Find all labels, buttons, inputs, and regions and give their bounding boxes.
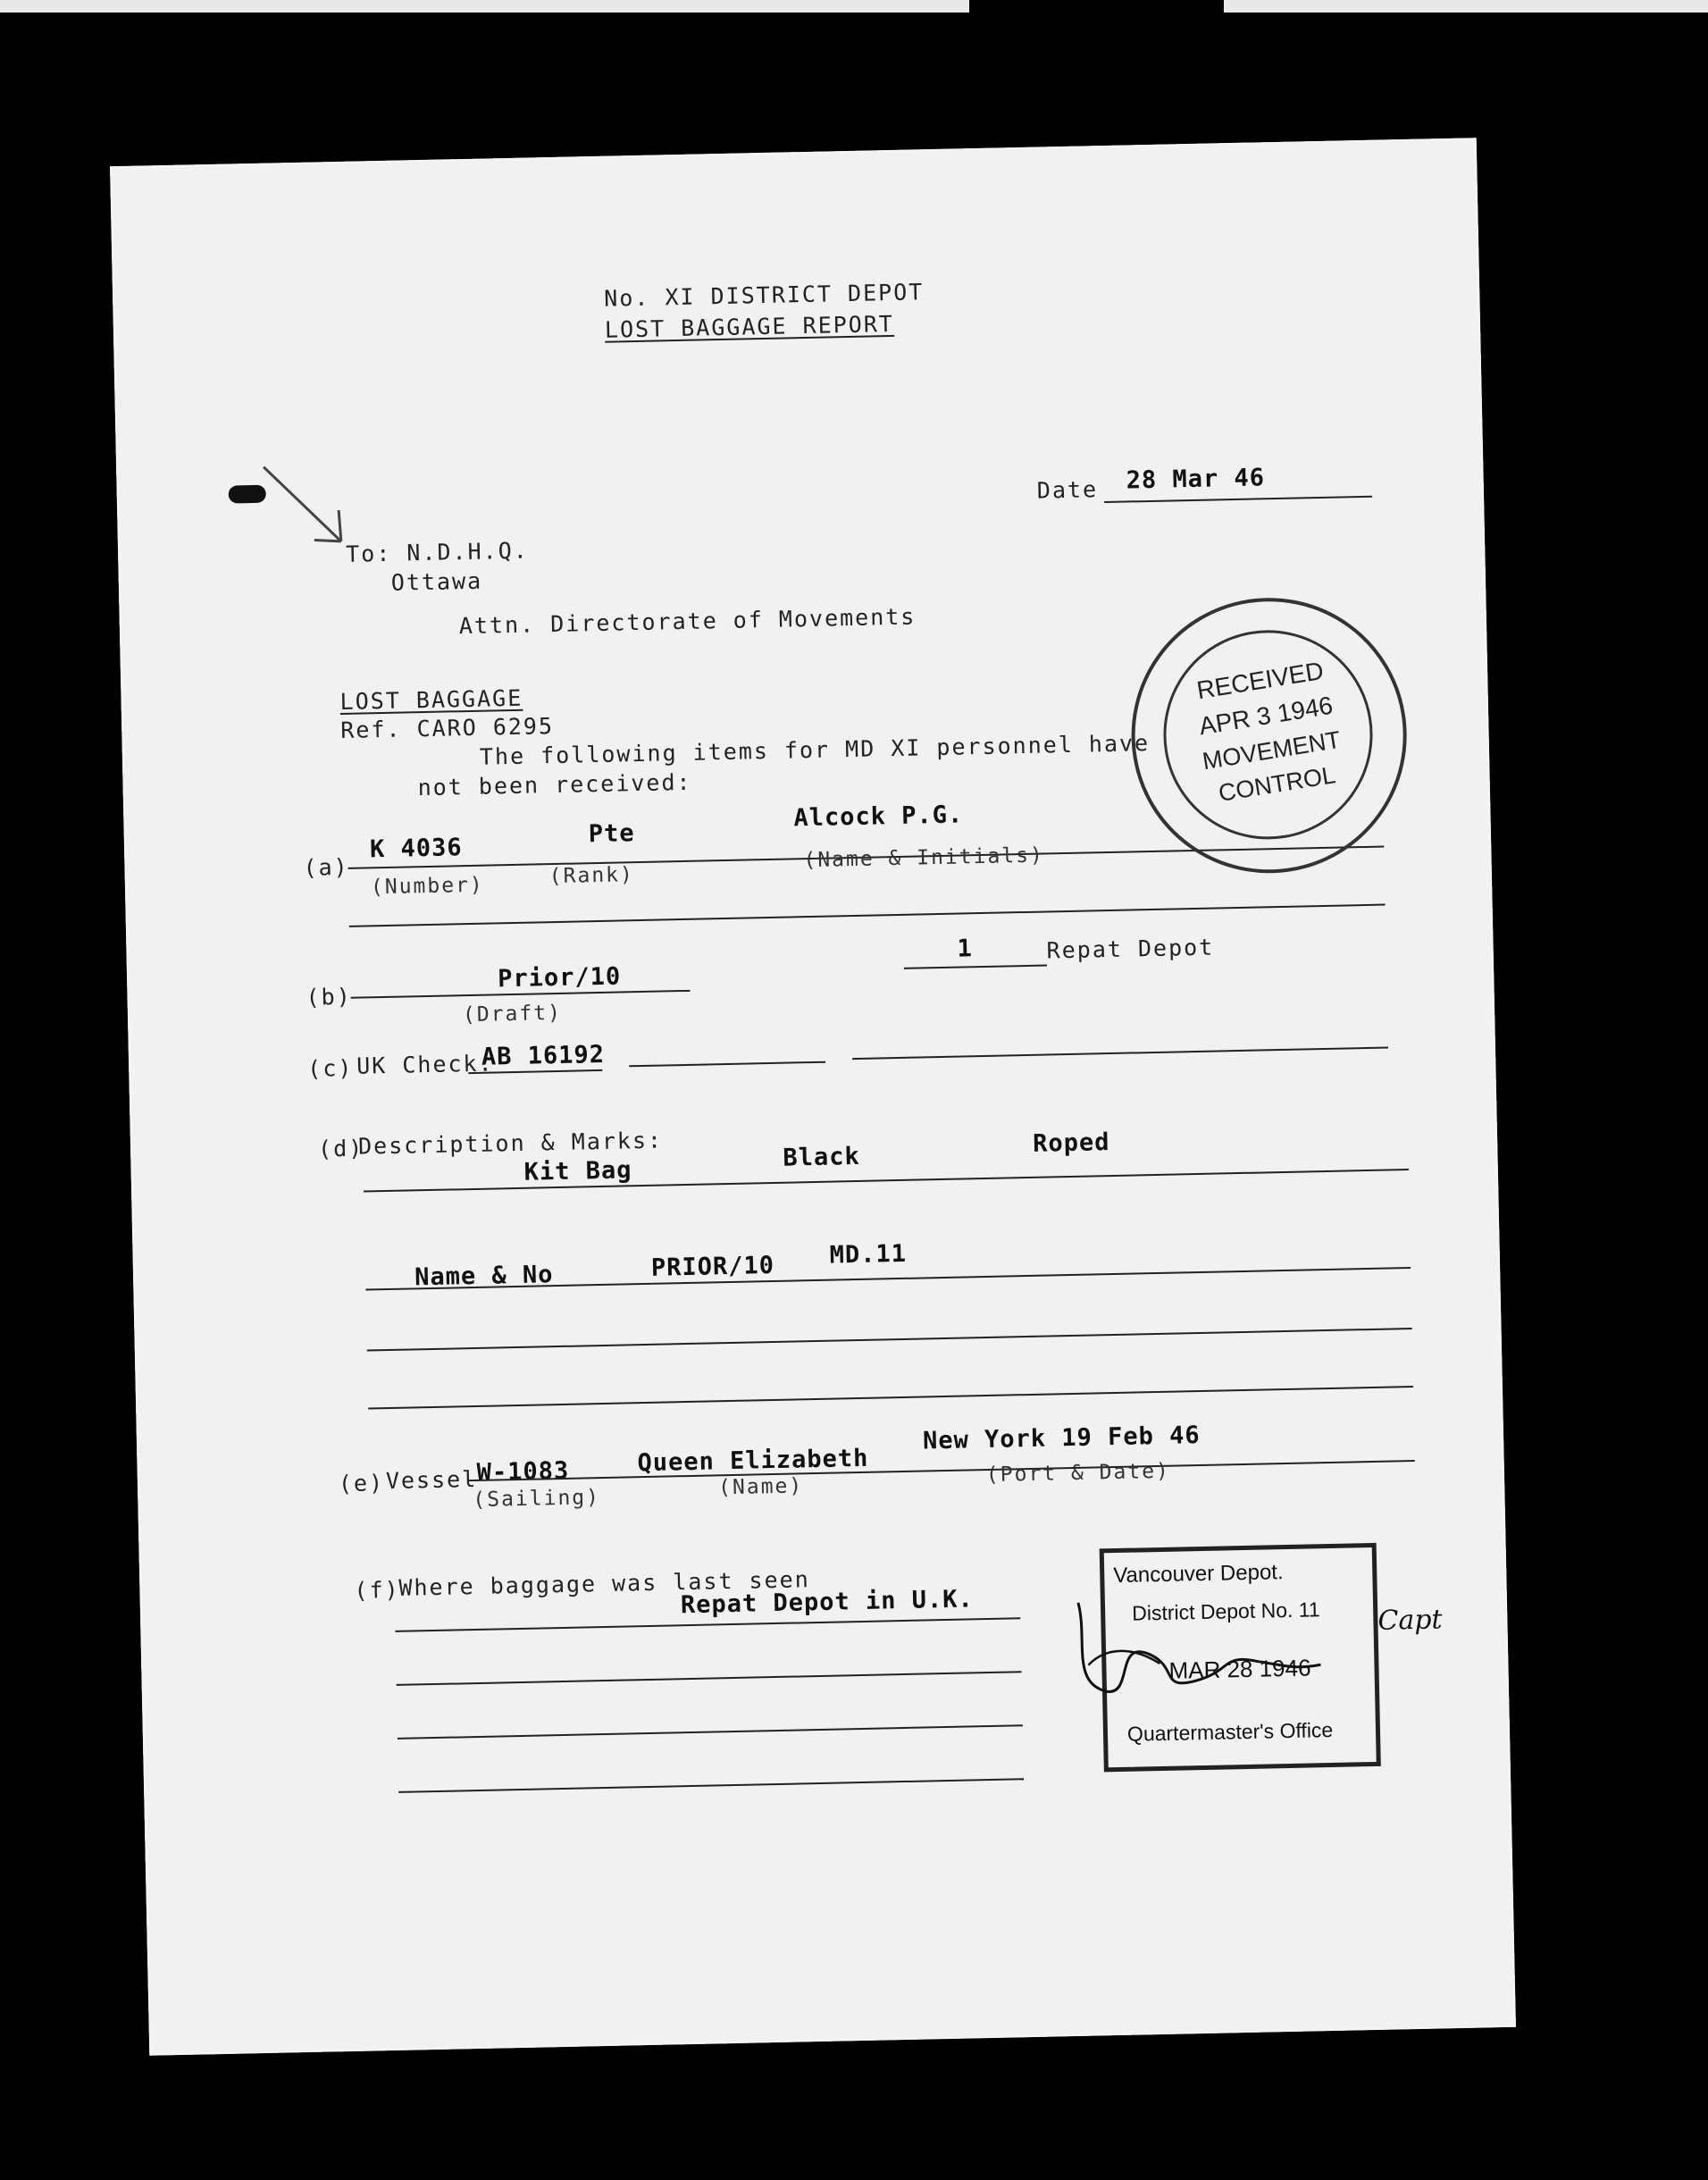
item-c-value: AB 16192	[481, 1040, 606, 1071]
item-e-line	[468, 1460, 1415, 1481]
item-d-desc3: Roped	[1032, 1128, 1110, 1158]
report-header-line2: LOST BAGGAGE REPORT	[604, 310, 895, 343]
received-stamp-line3: MOVEMENT	[1200, 725, 1343, 776]
item-d-marks1: PRIOR/10	[650, 1251, 775, 1282]
to-line2: Ottawa	[390, 567, 483, 596]
to-line1: To: N.D.H.Q.	[345, 537, 530, 567]
depot-stamp-line1: Vancouver Depot.	[1113, 1560, 1284, 1589]
item-e-sailing: W-1083	[476, 1456, 570, 1487]
scan-edge-right	[1224, 0, 1708, 13]
item-b-depot-line	[904, 964, 1047, 968]
item-d-line3	[367, 1328, 1412, 1352]
item-c-line2	[629, 1061, 825, 1068]
item-f-line1	[395, 1617, 1020, 1632]
item-e-port-date: New York 19 Feb 46	[922, 1421, 1201, 1455]
item-c-marker: (c)	[306, 1054, 354, 1082]
item-f-line4	[398, 1778, 1024, 1793]
item-d-line4	[368, 1386, 1413, 1410]
subject-line2: Ref. CARO 6295	[339, 712, 555, 743]
attn-line: Attn. Directorate of Movements	[458, 603, 917, 640]
item-d-marker: (d)	[317, 1135, 364, 1162]
item-a-line2	[349, 904, 1386, 927]
item-f-marker: (f)	[354, 1576, 400, 1604]
intro-line1: The following items for MD XI personnel have	[479, 730, 1151, 770]
subject-line1: LOST BAGGAGE	[339, 684, 523, 715]
item-d-desc2: Black	[783, 1142, 861, 1172]
item-b-marker: (b)	[306, 983, 352, 1010]
item-d-label: Description & Marks:	[357, 1127, 664, 1160]
item-e-sailing-hint: (Sailing)	[473, 1486, 601, 1513]
item-c-line3	[852, 1047, 1388, 1061]
report-header-line1: No. XI DISTRICT DEPOT	[603, 279, 925, 312]
depot-stamp-line3: MAR 28 1946	[1168, 1654, 1311, 1684]
document-page	[110, 138, 1516, 2056]
item-f-value: Repat Depot in U.K.	[680, 1585, 975, 1620]
received-stamp-line1: RECEIVED	[1194, 656, 1326, 705]
item-a-number-hint: (Number)	[370, 873, 485, 900]
item-f-line2	[397, 1671, 1022, 1686]
item-a-name-hint: (Name & Initials)	[803, 843, 1045, 873]
depot-stamp-line2: District Depot No. 11	[1131, 1597, 1320, 1625]
item-a-name: Alcock P.G.	[793, 801, 964, 833]
item-e-name-hint: (Name)	[717, 1474, 804, 1500]
item-c-label: UK Check:	[356, 1050, 494, 1079]
date-line	[1104, 496, 1372, 503]
item-a-rank-hint: (Rank)	[548, 863, 635, 889]
item-e-ship-name: Queen Elizabeth	[637, 1444, 869, 1478]
item-f-label: Where baggage was last seen	[398, 1566, 811, 1601]
date-value: 28 Mar 46	[1126, 464, 1266, 495]
item-a-number: K 4036	[369, 834, 463, 864]
item-b-depot-label: Repat Depot	[1046, 934, 1215, 964]
item-d-line1	[364, 1169, 1409, 1193]
date-label: Date	[1036, 476, 1099, 504]
scan-edge-left	[0, 0, 969, 13]
signature	[1051, 1580, 1349, 1720]
arrow-icon	[259, 461, 359, 561]
item-b-draft-hint: (Draft)	[462, 1001, 563, 1027]
depot-stamp-line4: Quartermaster's Office	[1126, 1717, 1334, 1746]
item-d-marks2: MD.11	[829, 1239, 908, 1270]
item-e-port-hint: (Port & Date)	[985, 1459, 1171, 1488]
item-a-marker: (a)	[303, 853, 349, 881]
item-d-desc1: Kit Bag	[523, 1156, 632, 1186]
item-b-depot-number: 1	[957, 935, 974, 963]
item-a-rank: Pte	[588, 819, 635, 849]
signature-suffix: Capt	[1377, 1604, 1443, 1637]
item-e-label: Vessel	[385, 1465, 478, 1495]
received-stamp-line4: CONTROL	[1216, 761, 1337, 807]
item-d-marks-label: Name & No	[414, 1261, 554, 1292]
item-f-line3	[398, 1724, 1023, 1740]
received-stamp-line2: APR 3 1946	[1197, 691, 1335, 741]
item-e-marker: (e)	[338, 1470, 385, 1497]
item-b-draft: Prior/10	[497, 962, 622, 994]
intro-line2: not been received:	[417, 768, 692, 801]
